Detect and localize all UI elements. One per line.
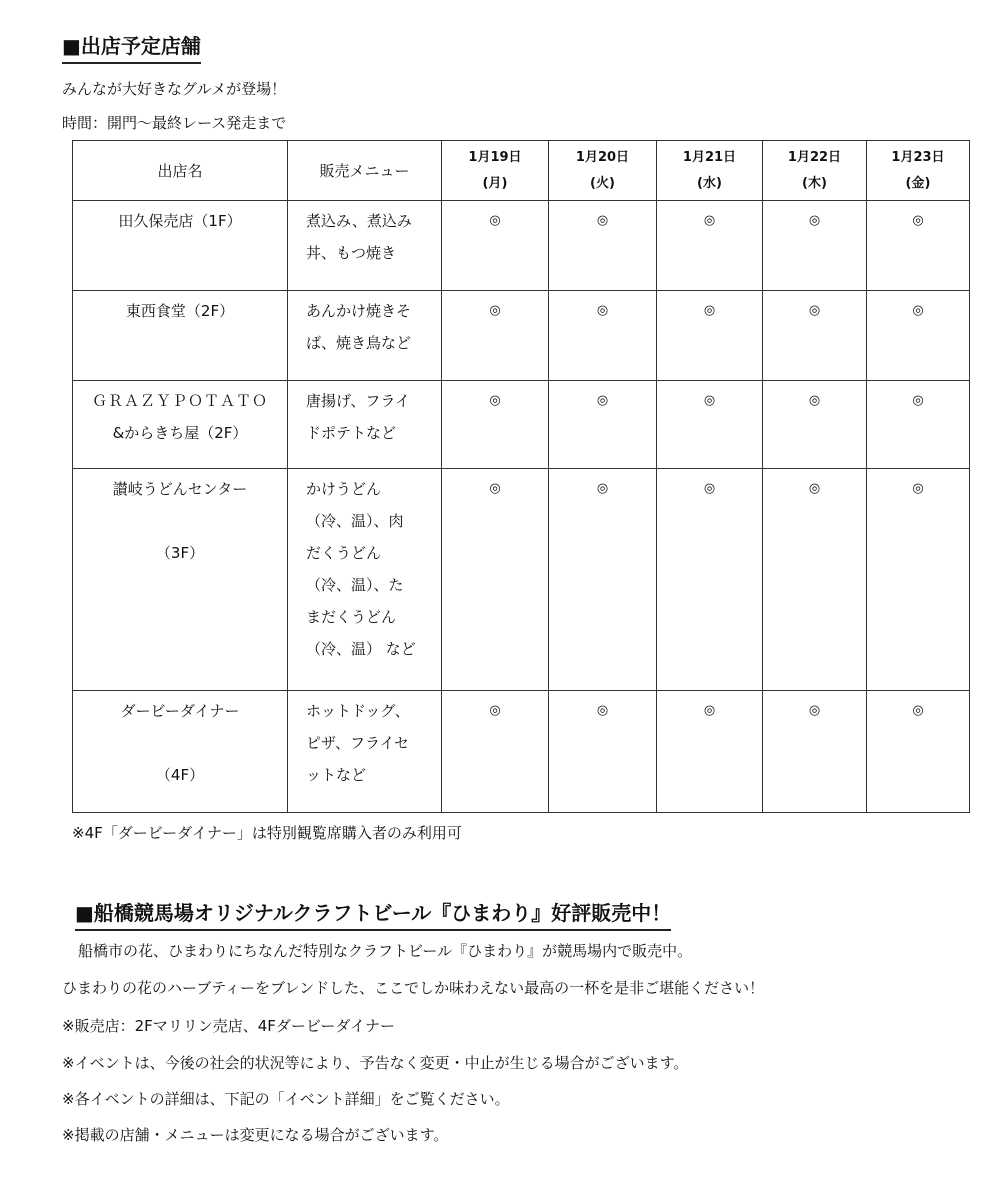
- availability-mark: ◎: [763, 291, 867, 381]
- availability-mark: ◎: [763, 201, 867, 291]
- intro-text: みんなが大好きなグルメが登場！: [62, 80, 287, 98]
- availability-mark: ◎: [867, 691, 970, 813]
- beer-line: 船橋市の花、ひまわりにちなんだ特別なクラフトビール『ひまわり』が競馬場内で販売中。: [78, 942, 693, 960]
- note-line: ※イベントは、今後の社会的状況等により、予告なく変更・中止が生じる場合がございます。: [62, 1054, 689, 1072]
- table-footnote: ※4F「ダービーダイナー」は特別観覧席購入者のみ利用可: [72, 824, 462, 842]
- hours-text: 時間：開門～最終レース発走まで: [62, 114, 287, 132]
- availability-mark: ◎: [657, 201, 763, 291]
- header-menu: 販売メニュー: [288, 141, 442, 201]
- note-line: ※販売店：2Fマリリン売店、4Fダービーダイナー: [62, 1017, 396, 1035]
- availability-mark: ◎: [442, 691, 549, 813]
- availability-mark: ◎: [867, 291, 970, 381]
- table-row: [73, 201, 970, 291]
- note-line: ※各イベントの詳細は、下記の「イベント詳細」をご覧ください。: [62, 1090, 510, 1108]
- availability-mark: ◎: [657, 381, 763, 469]
- availability-mark: ◎: [549, 201, 657, 291]
- availability-mark: ◎: [549, 291, 657, 381]
- section-title-craft-beer: ■船橋競馬場オリジナルクラフトビール『ひまわり』好評販売中！: [75, 897, 671, 931]
- table-row: [73, 469, 970, 691]
- availability-mark: ◎: [763, 691, 867, 813]
- availability-mark: ◎: [442, 291, 549, 381]
- table-row: [73, 291, 970, 381]
- availability-mark: ◎: [867, 469, 970, 691]
- availability-mark: ◎: [549, 691, 657, 813]
- availability-mark: ◎: [763, 381, 867, 469]
- store-name-cell: ダービーダイナー （4F）: [73, 691, 288, 813]
- menu-cell: 唐揚げ、フライ ドポテトなど: [288, 381, 442, 469]
- availability-mark: ◎: [442, 469, 549, 691]
- section-title-stores: ■出店予定店舗: [62, 30, 201, 64]
- availability-mark: ◎: [657, 469, 763, 691]
- store-name-cell: 田久保売店（1F）: [73, 201, 288, 291]
- beer-line: ひまわりの花のハーブティーをブレンドした、ここでしか味わえない最高の一杯を是非ご堪能ください！: [62, 979, 765, 997]
- availability-mark: ◎: [549, 469, 657, 691]
- header-date: 1月23日 (金): [867, 141, 970, 201]
- menu-cell: ホットドッグ、 ピザ、フライセ ットなど: [288, 691, 442, 813]
- store-name-cell: ＧＲＡＺＹＰＯＴＡＴＯ &からきち屋（2F）: [73, 381, 288, 469]
- menu-cell: 煮込み、煮込み 丼、もつ焼き: [288, 201, 442, 291]
- menu-cell: かけうどん （冷、温）、肉 だくうどん （冷、温）、た まだくうどん （冷、温） など: [288, 469, 442, 691]
- availability-mark: ◎: [763, 469, 867, 691]
- availability-mark: ◎: [657, 291, 763, 381]
- menu-cell: あんかけ焼きそ ば、焼き鳥など: [288, 291, 442, 381]
- table-row: [73, 381, 970, 469]
- store-name-cell: 讃岐うどんセンター （3F）: [73, 469, 288, 691]
- availability-mark: ◎: [657, 691, 763, 813]
- header-date: 1月20日 (火): [549, 141, 657, 201]
- store-name-cell: 東西食堂（2F）: [73, 291, 288, 381]
- note-line: ※掲載の店舗・メニューは変更になる場合がございます。: [62, 1126, 449, 1144]
- table-header-row: [73, 141, 970, 201]
- header-date: 1月19日 (月): [442, 141, 549, 201]
- availability-mark: ◎: [442, 201, 549, 291]
- store-schedule-table: [72, 140, 970, 813]
- availability-mark: ◎: [867, 201, 970, 291]
- availability-mark: ◎: [549, 381, 657, 469]
- header-date: 1月22日 (木): [763, 141, 867, 201]
- availability-mark: ◎: [867, 381, 970, 469]
- header-date: 1月21日 (水): [657, 141, 763, 201]
- header-store: 出店名: [73, 141, 288, 201]
- table-row: [73, 691, 970, 813]
- availability-mark: ◎: [442, 381, 549, 469]
